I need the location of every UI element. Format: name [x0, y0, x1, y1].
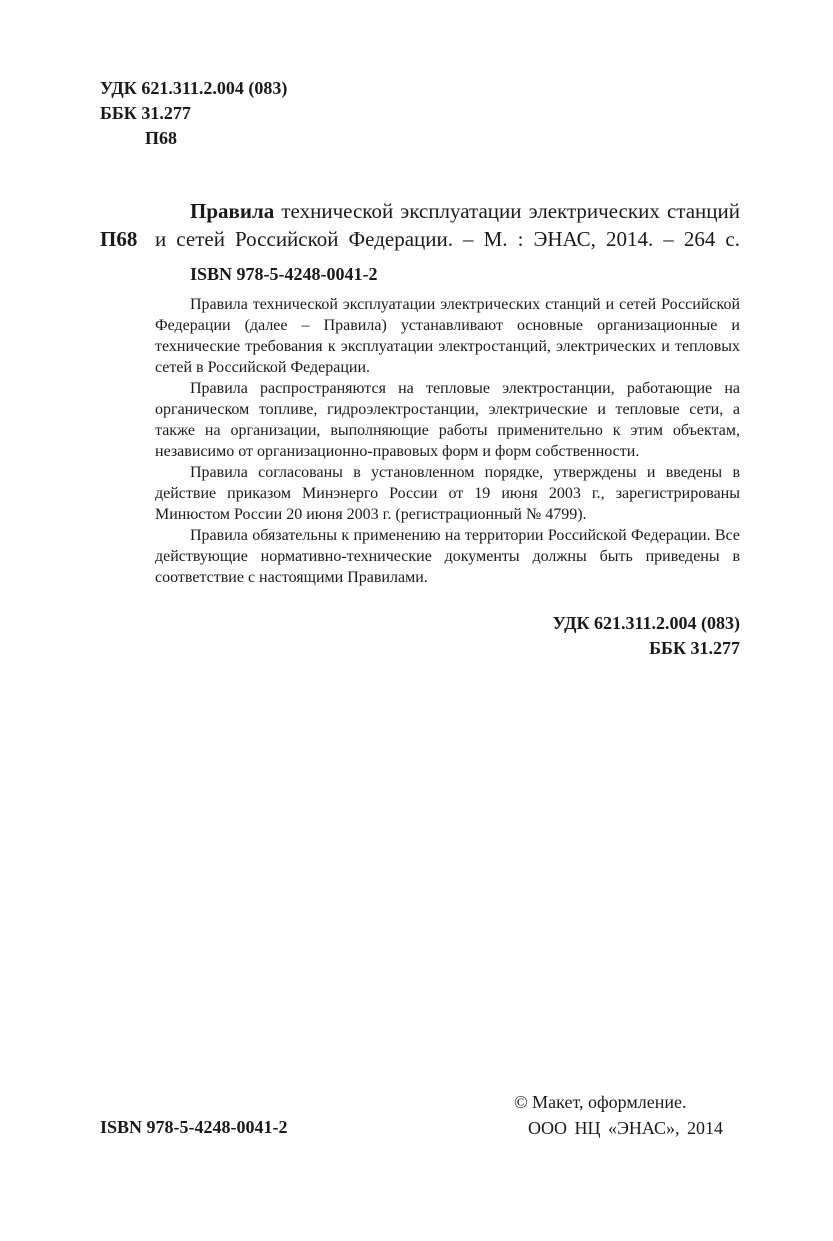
annotation-paragraph: Правила распространяются на тепловые электростанции, работающие на органическом топливе, гидроэлектростанции, электрические и тепловые сети, а также на организации, выполняющие работы применительно к этим объектам, независимо от организационно-правовых форм и форм собственности.: [155, 380, 740, 460]
annotation-paragraph: Правила обязательны к применению на территории Российской Федерации. Все действующие нормативно-технические документы должны быть приведены в соответствие с настоящими Правилами.: [155, 527, 740, 586]
bbk-code: ББК 31.277: [100, 103, 191, 123]
copyright-line1: © Макет, оформление.: [514, 1092, 687, 1112]
entry-title-line1: [190, 197, 740, 225]
annotation: [155, 294, 740, 588]
entry-title-rest: технической эксплуатации электрических станций: [274, 199, 740, 223]
copyright-line2: ООО НЦ «ЭНАС», 2014: [528, 1118, 723, 1138]
udk-code-bottom: УДК 621.311.2.004 (083): [552, 613, 740, 633]
annotation-paragraph: Правила согласованы в установленном порядке, утверждены и введены в действие приказом Минэнерго России от 19 июня 2003 г., зарегистрированы Минюстом России 20 июня 2003 г. (регистрационный № 4799).: [155, 464, 740, 523]
annotation-paragraph: Правила технической эксплуатации электрических станций и сетей Российской Федерации (далее – Правила) устанавливают основные организационные и технические требования к эксплуатации электростанций, электрических и тепловых сетей в Российской Федерации.: [155, 296, 740, 376]
author-mark: П68: [145, 128, 178, 148]
bbk-code-bottom: ББК 31.277: [649, 638, 740, 658]
footer-isbn: ISBN 978-5-4248-0041-2: [100, 1117, 288, 1137]
entry-title-line2: и сетей Российской Федерации. – М. : ЭНАС, 2014. – 264 с.: [155, 227, 740, 251]
udk-code: УДК 621.311.2.004 (083): [100, 78, 288, 98]
entry-title-bold: Правила: [190, 199, 275, 223]
entry-isbn: ISBN 978-5-4248-0041-2: [190, 264, 378, 284]
entry-author-mark: П68: [100, 227, 138, 251]
